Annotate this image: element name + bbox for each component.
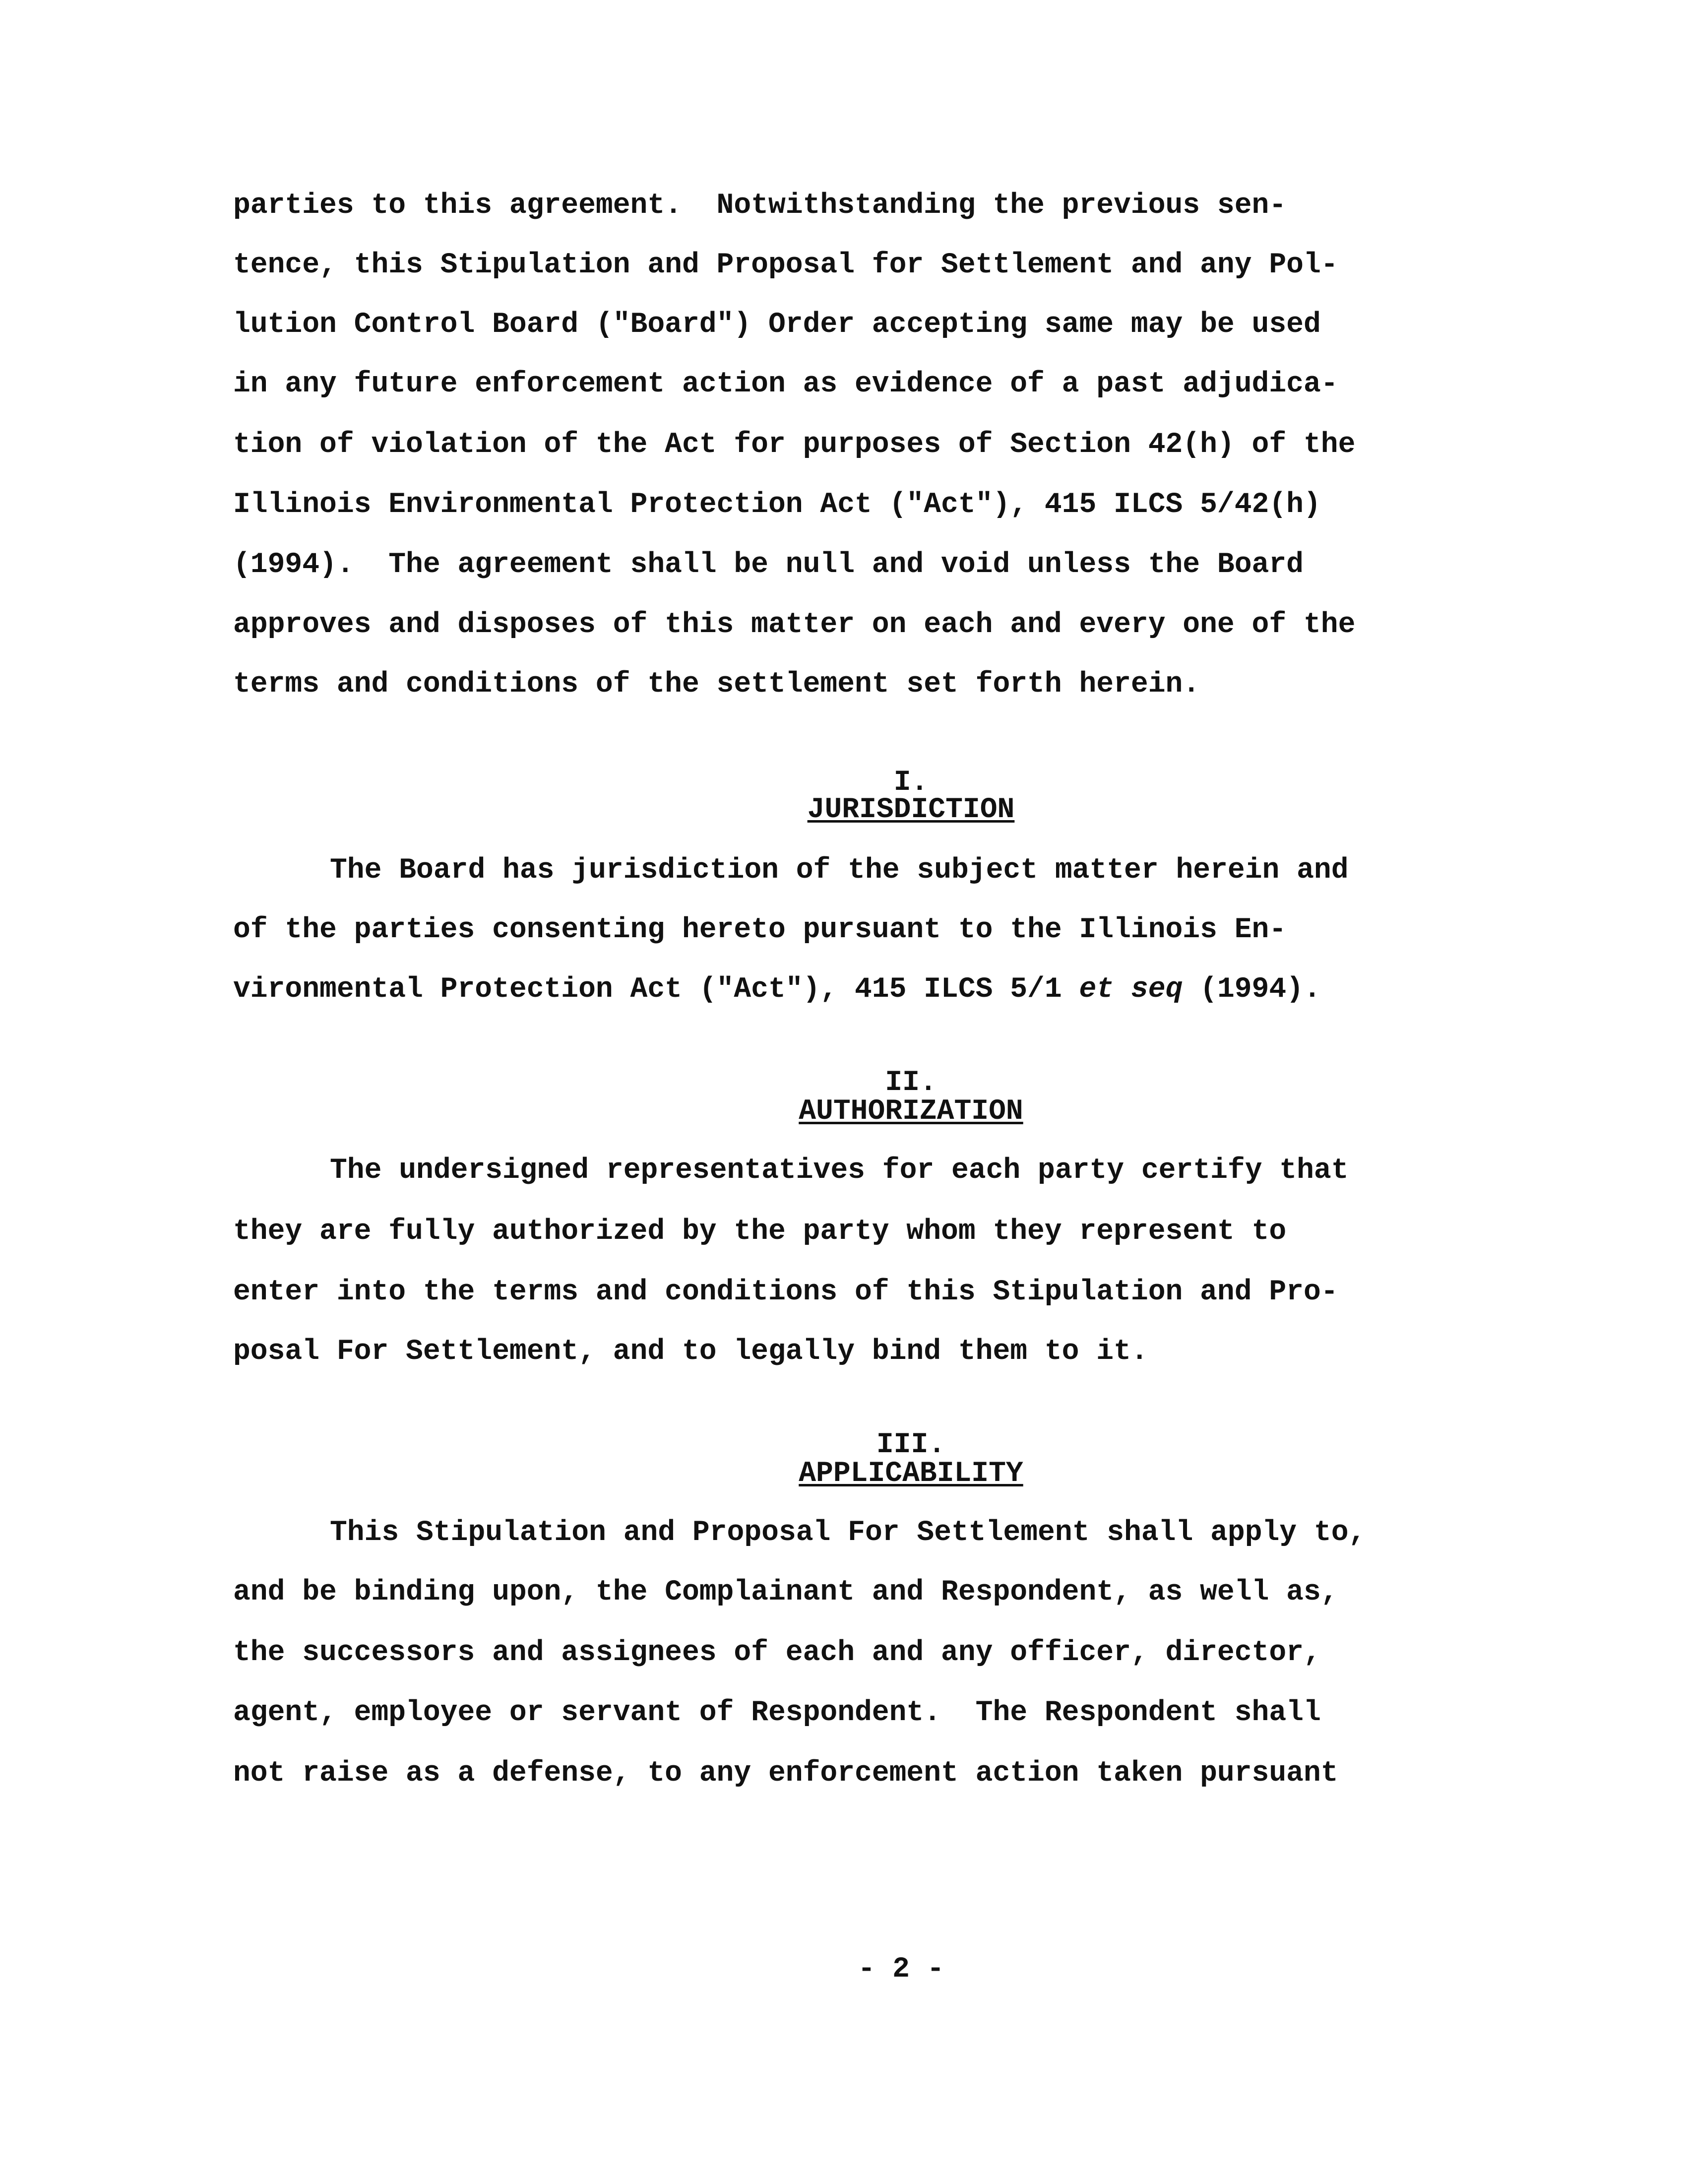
paragraph-line: tence, this Stipulation and Proposal for Settlement and any Pol- [233, 249, 1338, 281]
citation-latin: et seq [1079, 973, 1183, 1006]
paragraph-line: in any future enforcement action as evidence of a past adjudica- [233, 368, 1338, 400]
section-numeral: III. [876, 1429, 946, 1461]
paragraph-line: approves and disposes of this matter on each and every one of the [233, 609, 1356, 641]
paragraph-line: posal For Settlement, and to legally bind them to it. [233, 1336, 1148, 1368]
citation-year: (1994). [1183, 973, 1321, 1006]
paragraph-line: The undersigned representatives for each party certify that [330, 1155, 1349, 1187]
paragraph-line: not raise as a defense, to any enforcement action taken pursuant [233, 1757, 1338, 1790]
paragraph-line: This Stipulation and Proposal For Settlement shall apply to, [330, 1517, 1366, 1549]
section-numeral: II. [885, 1067, 937, 1099]
paragraph-line: Illinois Environmental Protection Act ("Act"), 415 ILCS 5/42(h) [233, 489, 1321, 521]
paragraph-line: the successors and assignees of each and any officer, director, [233, 1637, 1321, 1669]
section-title: JURISDICTION [807, 794, 1015, 826]
paragraph-line: lution Control Board ("Board") Order accepting same may be used [233, 309, 1321, 341]
section-title: AUTHORIZATION [799, 1095, 1023, 1128]
paragraph-line: agent, employee or servant of Respondent. The Respondent shall [233, 1697, 1321, 1729]
paragraph-line [233, 972, 1321, 1007]
paragraph-line: enter into the terms and conditions of this Stipulation and Pro- [233, 1276, 1338, 1308]
paragraph-line: The Board has jurisdiction of the subject matter herein and [330, 854, 1349, 887]
section-title: APPLICABILITY [799, 1458, 1023, 1490]
paragraph-line: terms and conditions of the settlement set forth herein. [233, 668, 1200, 701]
paragraph-line: of the parties consenting hereto pursuant to the Illinois En- [233, 914, 1287, 946]
paragraph-line: they are fully authorized by the party whom they represent to [233, 1216, 1287, 1248]
paragraph-line: and be binding upon, the Complainant and Respondent, as well as, [233, 1576, 1338, 1608]
paragraph-line: tion of violation of the Act for purposes of Section 42(h) of the [233, 429, 1356, 461]
paragraph-line: parties to this agreement. Notwithstanding the previous sen- [233, 190, 1287, 222]
citation-text: vironmental Protection Act ("Act"), 415 ILCS 5/1 [233, 973, 1079, 1006]
section-numeral: I. [893, 767, 929, 799]
paragraph-line: (1994). The agreement shall be null and void unless the Board [233, 549, 1304, 581]
page-number: - 2 - [858, 1953, 944, 1986]
